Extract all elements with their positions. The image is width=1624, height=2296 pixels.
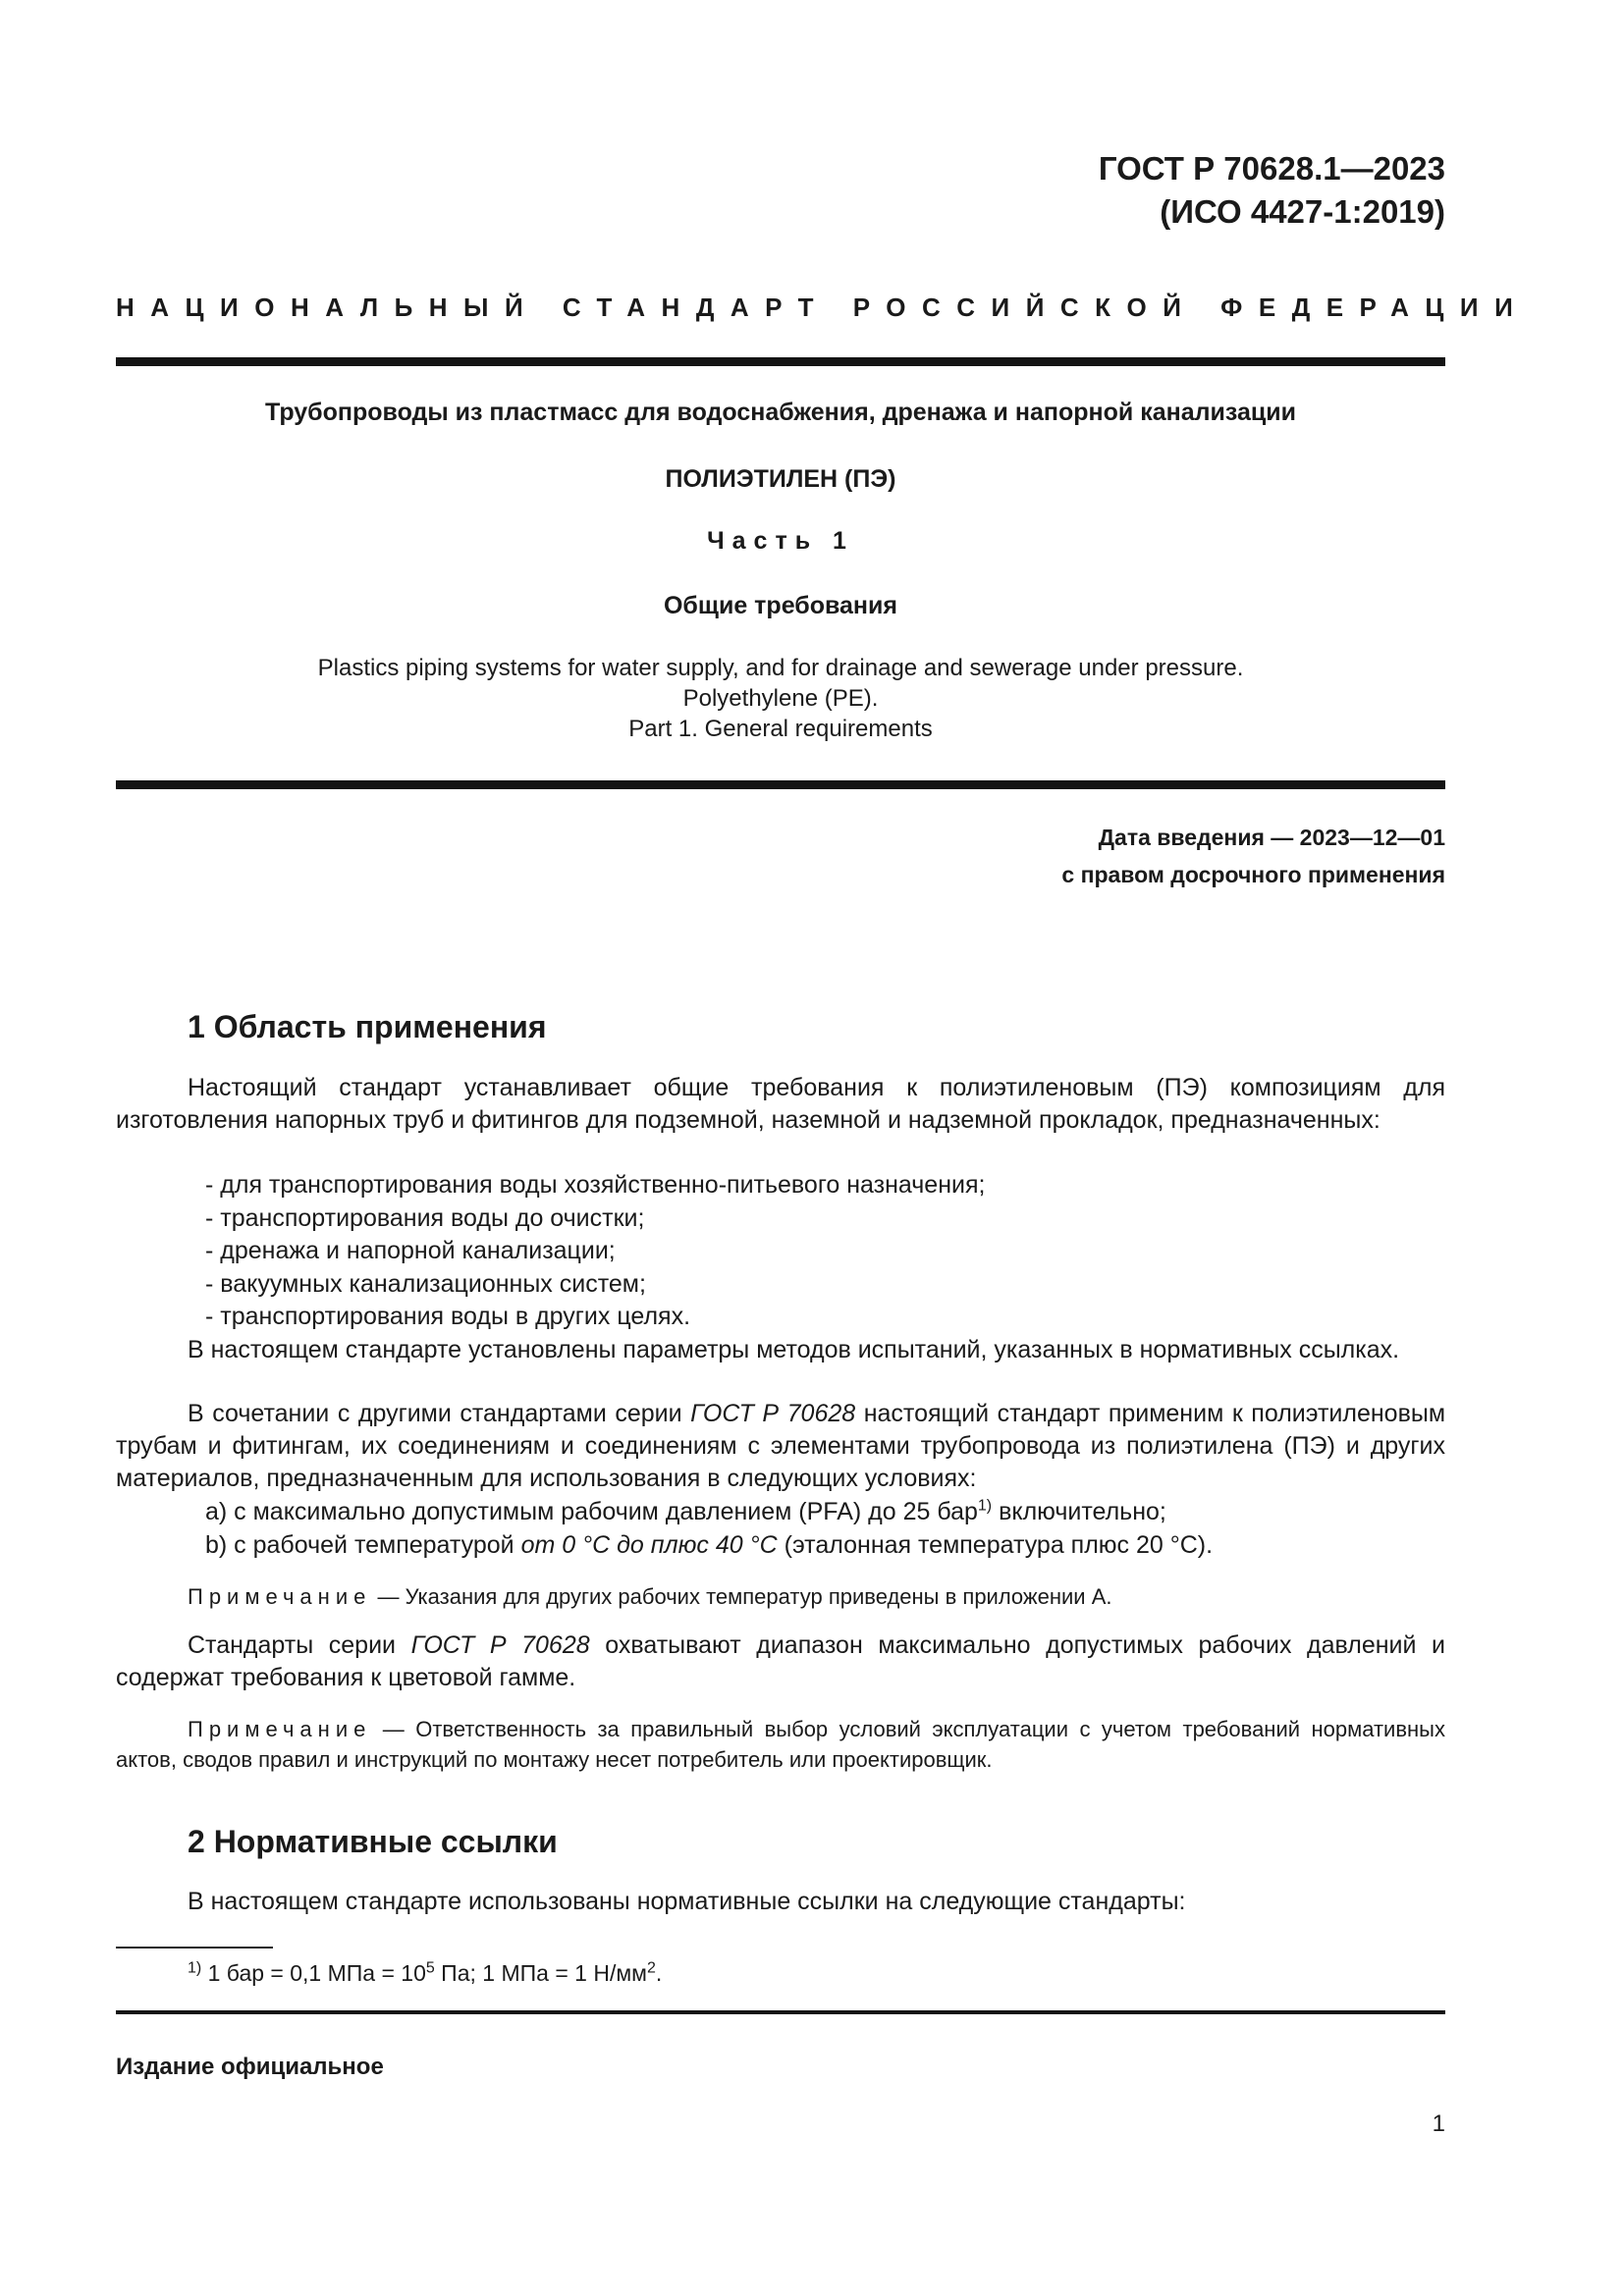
footnote: $^{1)}$ 1 бар = 0,1 МПа = $10^5$ Па; 1 МПа = 1 $Н/мм^2$. — [188, 1959, 663, 1986]
note-label: Примечание — [188, 1717, 372, 1741]
part-title: Часть 1 — [707, 527, 854, 555]
section-1-paragraph — [116, 1398, 1445, 1495]
note — [116, 1714, 1445, 1775]
footnote-marker: 1) — [977, 1497, 993, 1515]
paragraph-text: Стандарты серии ГОСТ Р 70628 охватывают диапазон максимально допустимых рабочих давлений и содержат требования к цветовой гамме. — [116, 1631, 1446, 1691]
section-1-paragraph — [116, 1072, 1445, 1137]
english-title — [116, 653, 1445, 744]
list-item: - вакуумных канализационных систем; — [205, 1269, 646, 1298]
standard-designation: ГОСТ Р 70628.1—2023 — [1098, 150, 1445, 187]
english-title-line: Polyethylene (PE). — [682, 685, 879, 712]
paragraph-text: В настоящем стандарте установлены параметры методов испытаний, указанных в нормативных ссылках. — [188, 1336, 1400, 1363]
footnote-separator — [116, 1947, 273, 1949]
national-standard-line: НАЦИОНАЛЬНЫЙ СТАНДАРТ РОССИЙСКОЙ ФЕДЕРАЦИИ — [116, 293, 1530, 322]
paragraph-text: В настоящем стандарте использованы нормативные ссылки на следующие стандарты: — [188, 1888, 1186, 1915]
iso-reference: (ИСО 4427-1:2019) — [1160, 193, 1445, 230]
footnote-mark: 1) — [188, 1959, 202, 1977]
list-item: - для транспортирования воды хозяйственно-питьевого назначения; — [205, 1171, 986, 1199]
official-edition-label: Издание официальное — [116, 2054, 384, 2080]
series-reference: ГОСТ Р 70628 — [690, 1400, 856, 1427]
note — [116, 1581, 1445, 1612]
english-title-line: Part 1. General requirements — [628, 716, 933, 742]
list-item: a) с максимально допустимым рабочим давлением (PFA) до 25 бар$^{1)}$ включительно; — [205, 1497, 1166, 1525]
introduction-date — [1061, 819, 1445, 893]
series-reference: ГОСТ Р 70628 — [410, 1631, 590, 1659]
conditions-list — [205, 1496, 1213, 1562]
paragraph-text: В сочетании с другими стандартами серии ГОСТ Р 70628 настоящий стандарт применим к полиэтиленовым трубам и фитингам, их соединениям и соединениям с элементами трубопровода из полиэтилена (ПЭ) и других материалов, предназначенным для использования в следующих условиях: — [116, 1400, 1446, 1492]
document-header — [1099, 147, 1445, 234]
note-text: — Ответственность за правильный выбор условий эксплуатации с учетом требований нормативных актов, сводов правил и инструкций по монтажу несет потребитель или проектировщик. — [116, 1717, 1445, 1772]
section-1-paragraph — [116, 1629, 1445, 1694]
english-title-line: Plastics piping systems for water supply, and for drainage and sewerage under pressure. — [317, 655, 1244, 681]
bottom-divider — [116, 2010, 1445, 2014]
list-item: - транспортирования воды до очистки; — [205, 1203, 645, 1232]
application-list — [205, 1169, 985, 1334]
early-application-line: с правом досрочного применения — [1061, 862, 1445, 887]
section-2-paragraph — [116, 1886, 1445, 1918]
note-label: Примечание — [188, 1584, 372, 1609]
section-1-paragraph — [116, 1334, 1445, 1366]
material-title: ПОЛИЭТИЛЕН (ПЭ) — [665, 465, 896, 493]
list-item: - транспортирования воды в других целях. — [205, 1303, 691, 1330]
section-2-heading: 2 Нормативные ссылки — [188, 1824, 558, 1859]
paragraph-text: Настоящий стандарт устанавливает общие требования к полиэтиленовым (ПЭ) композициям для изготовления напорных труб и фитингов для подземной, наземной и надземной прокладок, предназначенных: — [116, 1074, 1445, 1134]
top-divider — [116, 357, 1445, 366]
list-item: - дренажа и напорной канализации; — [205, 1237, 616, 1264]
subtitle: Общие требования — [663, 592, 897, 619]
introduction-date-line: Дата введения — 2023—12—01 — [1098, 825, 1445, 850]
title-divider — [116, 780, 1445, 789]
list-item: b) с рабочей температурой от 0 °С до плюс 40 °С (эталонная температура плюс 20 °С). — [205, 1530, 1214, 1559]
note-text: — Указания для других рабочих температур приведены в приложении А. — [371, 1584, 1112, 1609]
document-title: Трубопроводы из пластмасс для водоснабжения, дренажа и напорной канализации — [265, 399, 1296, 426]
section-1-heading: 1 Область применения — [188, 1009, 547, 1044]
page-number: 1 — [1432, 2110, 1445, 2137]
